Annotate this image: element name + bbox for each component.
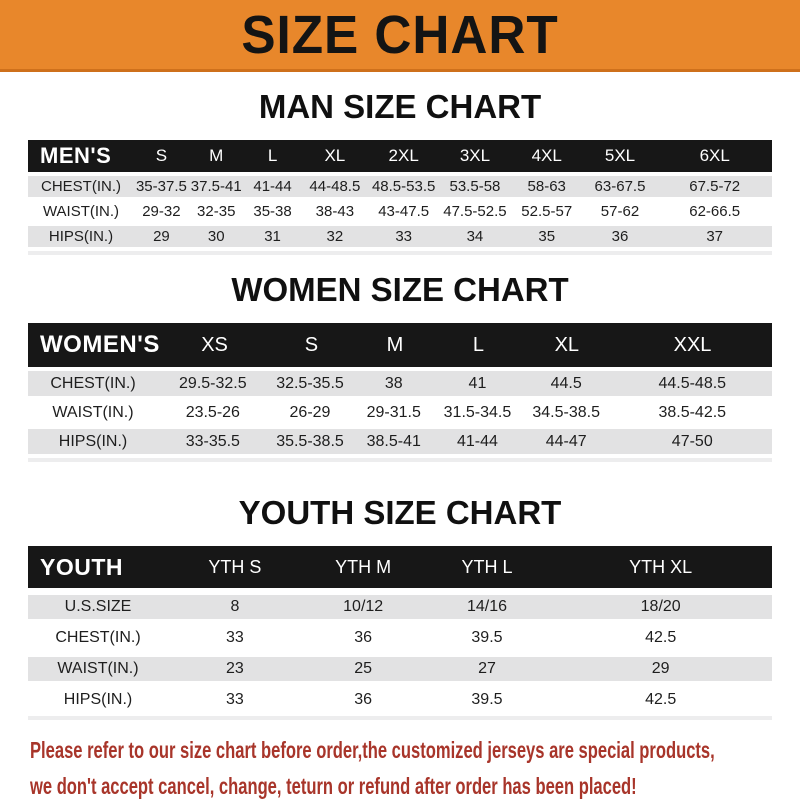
mens-column-header: 5XL xyxy=(604,146,636,165)
youth-table-header xyxy=(28,546,772,588)
mens-cell: 57-62 xyxy=(600,203,640,220)
womens-cell: 32.5-35.5 xyxy=(276,374,344,392)
mens-column-header: 6XL xyxy=(699,146,730,165)
youth-column-header: YTH L xyxy=(461,556,513,577)
youth-cell: 23 xyxy=(225,660,244,677)
youth-table-row xyxy=(28,626,772,650)
mens-cell: 63-67.5 xyxy=(594,178,646,195)
womens-column-header: XS xyxy=(201,333,228,356)
mens-column-header: XL xyxy=(324,146,346,165)
womens-cell: 38.5-41 xyxy=(366,432,421,450)
mens-cell: 36 xyxy=(611,228,629,245)
womens-cell: 29-31.5 xyxy=(366,403,421,421)
mens-table-header xyxy=(28,140,772,172)
section-youth xyxy=(0,494,800,720)
mens-cell: 52.5-57 xyxy=(521,203,573,220)
mens-cell: 37 xyxy=(706,228,724,245)
mens-column-header: 2XL xyxy=(388,146,419,165)
mens-cell: 30 xyxy=(207,228,225,245)
mens-cell: 32-35 xyxy=(197,203,236,220)
youth-row-label: U.S.SIZE xyxy=(64,598,132,615)
mens-cell: 53.5-58 xyxy=(449,178,501,195)
youth-row-label: HIPS(IN.) xyxy=(63,691,133,708)
mens-column-header: 3XL xyxy=(459,146,491,165)
womens-table-row xyxy=(28,371,772,396)
youth-cell: 18/20 xyxy=(640,598,681,615)
mens-cell: 29-32 xyxy=(142,203,181,220)
mens-cell: 41-44 xyxy=(253,178,292,195)
mens-table-row xyxy=(28,176,772,197)
mens-cell: 43-47.5 xyxy=(378,203,430,220)
youth-row-label: WAIST(IN.) xyxy=(57,660,139,677)
mens-cell: 35 xyxy=(538,228,556,245)
womens-column-header: XL xyxy=(554,333,580,356)
womens-cell: 38 xyxy=(384,374,403,392)
mens-table-row xyxy=(28,226,772,247)
womens-table-header xyxy=(28,323,772,367)
womens-row-label: WAIST(IN.) xyxy=(52,403,134,421)
mens-header-label: MEN'S xyxy=(40,143,112,168)
youth-cell: 14/16 xyxy=(466,598,507,615)
womens-cell: 44-47 xyxy=(545,432,587,450)
notice-line-2: we don't accept cancel, change, teturn or refund after order has been placed! xyxy=(30,772,637,799)
youth-cell: 27 xyxy=(478,660,496,677)
youth-heading: YOUTH SIZE CHART xyxy=(238,494,562,531)
womens-cell: 41 xyxy=(468,374,487,392)
mens-heading: MAN SIZE CHART xyxy=(258,88,542,125)
womens-table-row xyxy=(28,400,772,425)
youth-cell: 25 xyxy=(354,660,373,677)
mens-column-header: S xyxy=(155,146,168,165)
mens-cell: 34 xyxy=(466,228,484,245)
womens-table-row xyxy=(28,429,772,454)
youth-size-table xyxy=(28,546,772,720)
mens-table-row xyxy=(28,201,772,222)
youth-cell: 42.5 xyxy=(645,629,677,646)
womens-row-label: HIPS(IN.) xyxy=(58,432,128,450)
womens-column-header: S xyxy=(304,333,319,356)
youth-cell: 29 xyxy=(651,660,670,677)
youth-cell: 36 xyxy=(354,629,373,646)
page-title: SIZE CHART xyxy=(241,4,559,65)
youth-table-row xyxy=(28,657,772,681)
mens-cell: 67.5-72 xyxy=(689,178,741,195)
mens-row-label: CHEST(IN.) xyxy=(41,178,121,195)
womens-heading: WOMEN SIZE CHART xyxy=(231,271,569,308)
womens-column-header: L xyxy=(472,333,484,356)
youth-table-row xyxy=(28,595,772,619)
mens-cell: 37.5-41 xyxy=(190,178,242,195)
mens-cell: 44-48.5 xyxy=(309,178,361,195)
mens-cell: 47.5-52.5 xyxy=(443,203,507,220)
mens-size-table xyxy=(28,140,772,255)
mens-column-header: L xyxy=(267,146,278,165)
mens-column-header: 4XL xyxy=(531,146,562,165)
mens-cell: 33 xyxy=(395,228,412,245)
mens-cell: 29 xyxy=(153,228,170,245)
section-womens xyxy=(0,271,800,462)
section-mens xyxy=(0,88,800,255)
womens-cell: 35.5-38.5 xyxy=(276,432,344,450)
mens-cell: 62-66.5 xyxy=(689,203,741,220)
mens-row-label: WAIST(IN.) xyxy=(42,203,120,220)
mens-cell: 48.5-53.5 xyxy=(371,178,436,195)
mens-cell: 35-37.5 xyxy=(135,178,187,195)
womens-column-header: M xyxy=(386,333,404,356)
womens-cell: 44.5-48.5 xyxy=(658,374,727,392)
banner xyxy=(0,0,800,72)
womens-cell: 44.5 xyxy=(550,374,582,392)
youth-column-header: YTH M xyxy=(335,556,392,577)
womens-cell: 31.5-34.5 xyxy=(443,403,512,421)
mens-cell: 35-38 xyxy=(253,203,292,220)
youth-row-label: CHEST(IN.) xyxy=(55,629,141,646)
youth-cell: 33 xyxy=(225,629,244,646)
womens-cell: 23.5-26 xyxy=(185,403,240,421)
womens-size-table xyxy=(28,323,772,462)
mens-column-header: M xyxy=(209,146,224,165)
womens-cell: 34.5-38.5 xyxy=(532,403,600,421)
footer-notice xyxy=(30,736,800,801)
womens-row-label: CHEST(IN.) xyxy=(50,374,136,392)
youth-cell: 39.5 xyxy=(471,691,503,708)
youth-header-label: YOUTH xyxy=(40,553,123,580)
youth-table-row xyxy=(28,688,772,712)
youth-cell: 10/12 xyxy=(343,598,384,615)
youth-column-header: YTH XL xyxy=(629,556,693,577)
womens-cell: 29.5-32.5 xyxy=(179,374,247,392)
youth-cell: 36 xyxy=(354,691,373,708)
youth-cell: 8 xyxy=(230,598,240,615)
mens-cell: 32 xyxy=(326,228,344,245)
mens-cell: 38-43 xyxy=(315,203,355,220)
womens-column-header: XXL xyxy=(673,333,712,356)
mens-cell: 58-63 xyxy=(527,178,566,195)
youth-column-header: YTH S xyxy=(208,556,262,577)
womens-header-label: WOMEN'S xyxy=(40,331,160,358)
notice-line-1: Please refer to our size chart before order,the customized jerseys are special products, xyxy=(30,737,715,763)
womens-cell: 47-50 xyxy=(671,432,713,450)
youth-cell: 33 xyxy=(225,691,244,708)
mens-row-label: HIPS(IN.) xyxy=(48,228,114,245)
womens-cell: 41-44 xyxy=(456,432,498,450)
youth-cell: 39.5 xyxy=(471,629,503,646)
size-sections xyxy=(0,88,800,720)
youth-cell: 42.5 xyxy=(645,691,677,708)
mens-cell: 31 xyxy=(264,228,281,245)
womens-cell: 33-35.5 xyxy=(185,432,240,450)
womens-cell: 38.5-42.5 xyxy=(658,403,727,421)
womens-cell: 26-29 xyxy=(289,403,331,421)
